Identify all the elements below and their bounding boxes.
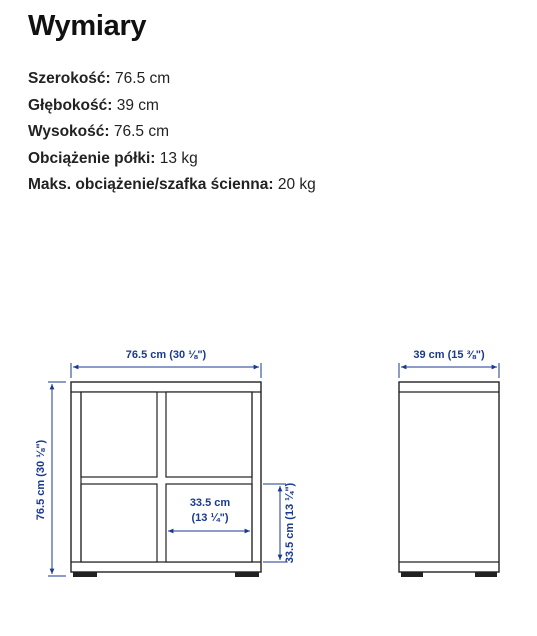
spec-row-shelf-load <box>28 146 316 173</box>
spec-row-height <box>28 119 316 146</box>
spec-label: Wysokość: <box>28 123 110 140</box>
spec-value: 76.5 cm <box>115 70 171 87</box>
spec-label: Szerokość: <box>28 70 111 87</box>
spec-row-width <box>28 66 316 93</box>
compartment-top-left <box>81 392 157 477</box>
compartment-width-label-line1: 33.5 cm <box>189 497 231 509</box>
dimension-specs-list <box>28 66 316 199</box>
side-depth-label: 39 cm (15 ⅜") <box>413 349 485 361</box>
side-foot-right <box>475 572 497 577</box>
side-view <box>399 347 499 577</box>
compartment-bottom-left <box>81 484 157 562</box>
spec-label: Obciążenie półki: <box>28 149 156 167</box>
side-foot-left <box>401 572 423 577</box>
front-view <box>35 347 296 577</box>
front-foot-left <box>73 572 97 577</box>
spec-label: Głębokość: <box>28 96 113 114</box>
spec-label: Maks. obciążenie/szafka ścienna: <box>28 176 274 193</box>
compartment-width-label-line2: (13 ¼") <box>191 512 229 524</box>
spec-row-wall-load <box>28 172 316 199</box>
front-foot-right <box>235 572 259 577</box>
page-title: Wymiary <box>28 10 147 42</box>
compartment-top-right <box>166 392 252 477</box>
spec-value: 39 cm <box>116 96 159 114</box>
side-outer-frame <box>399 382 499 572</box>
spec-value: 13 kg <box>159 149 198 167</box>
front-width-label: 76.5 cm (30 ⅛") <box>125 349 207 361</box>
spec-row-depth <box>28 93 316 120</box>
dimension-drawing <box>0 330 537 590</box>
front-height-label: 76.5 cm (30 ⅛") <box>35 439 47 521</box>
spec-value: 20 kg <box>277 176 316 193</box>
spec-value: 76.5 cm <box>113 123 170 140</box>
compartment-height-label: 33.5 cm (13 ¼") <box>284 482 296 564</box>
